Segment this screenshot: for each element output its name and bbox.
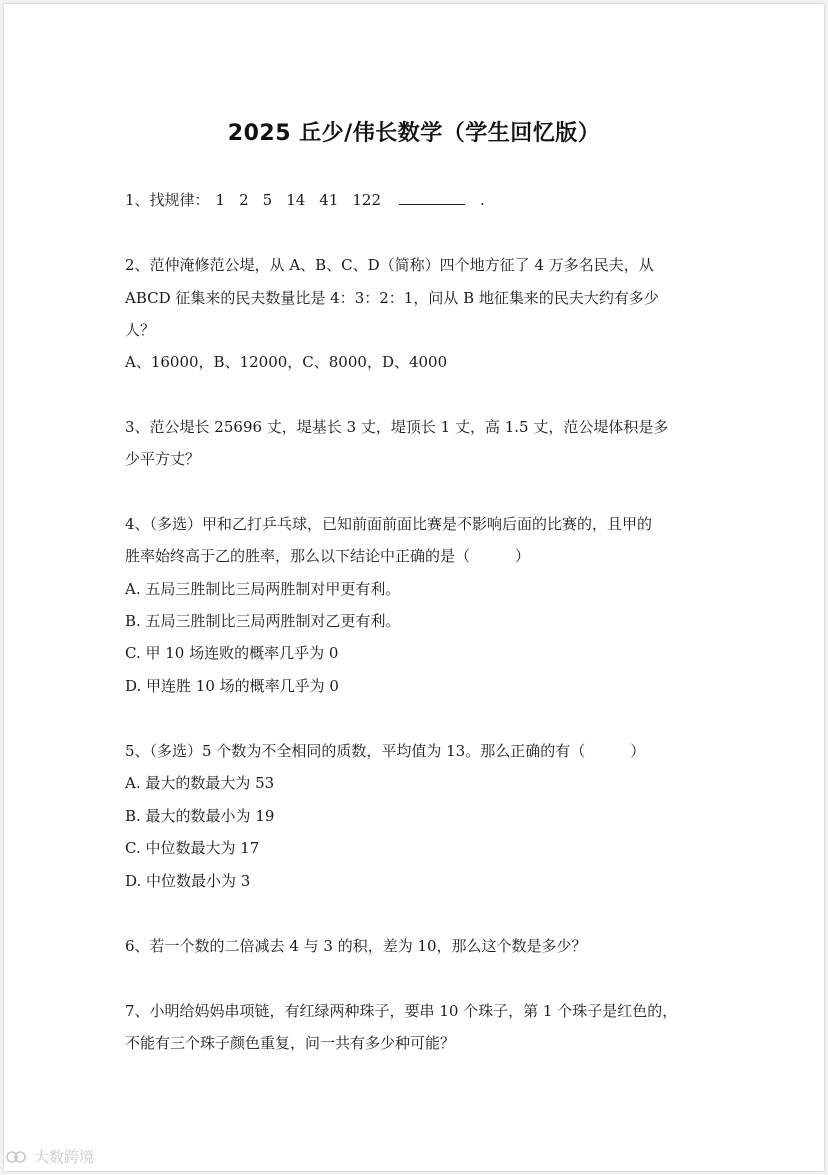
question-2-options: A、16000，B、12000，C、8000，D、4000: [125, 353, 448, 371]
question-2-line-2: ABCD 征集来的民夫数量比是 4：3：2：1，问从 B 地征集来的民夫大约有多少: [125, 289, 659, 307]
answer-blank: [399, 190, 465, 205]
question-7-line-1: 7、小明给妈妈串项链，有红绿两种珠子，要串 10 个珠子，第 1 个珠子是红色的，: [125, 1002, 678, 1020]
question-4-option-d: D. 甲连胜 10 场的概率几乎为 0: [125, 677, 339, 695]
question-5-option-c: C. 中位数最大为 17: [125, 839, 260, 857]
question-5-option-b: B. 最大的数最小为 19: [125, 807, 275, 825]
document-title: 2025 丘少/伟长数学（学生回忆版）: [227, 121, 601, 146]
sequence-term: 2: [239, 191, 249, 209]
question-4-option-c: C. 甲 10 场连败的概率几乎为 0: [125, 644, 339, 662]
question-4-line-2: 胜率始终高于乙的胜率，那么以下结论中正确的是（ ）: [125, 547, 531, 565]
watermark: [6, 1146, 94, 1167]
question-5-line-1: 5、（多选）5 个数为不全相同的质数，平均值为 13。那么正确的有（ ）: [125, 742, 646, 760]
question-4-option-a: A. 五局三胜制比三局两胜制对甲更有利。: [125, 580, 401, 598]
question-4-option-b: B. 五局三胜制比三局两胜制对乙更有利。: [125, 612, 401, 630]
watermark-text: 大数跨境: [34, 1148, 95, 1166]
question-2-line-3: 人？: [125, 321, 156, 339]
question-6-line-1: 6、若一个数的二倍减去 4 与 3 的积，差为 10，那么这个数是多少？: [125, 937, 587, 955]
question-5-option-d: D. 中位数最小为 3: [125, 872, 251, 890]
question-1-end: .: [480, 191, 485, 209]
sequence-term: 14: [286, 191, 306, 209]
sequence-term: 5: [262, 191, 273, 209]
question-3-line-2: 少平方丈？: [125, 450, 201, 468]
question-3-line-1: 3、范公堤长 25696 丈，堤基长 3 丈，堤顶长 1 丈，高 1.5 丈，范公堤体积是多: [125, 418, 669, 436]
question-7-line-2: 不能有三个珠子颜色重复，问一共有多少种可能？: [125, 1034, 456, 1052]
sequence-term: 1: [215, 191, 226, 209]
question-5-option-a: A. 最大的数最大为 53: [125, 774, 275, 792]
sequence-term: 122: [352, 191, 382, 209]
watermark-logo-icon: [6, 1148, 28, 1166]
question-4-line-1: 4、（多选）甲和乙打乒乓球，已知前面前面比赛是不影响后面的比赛的，且甲的: [125, 515, 653, 533]
question-1-prefix: 1、找规律：: [125, 191, 210, 209]
question-2-line-1: 2、范仲淹修范公堤，从 A、B、C、D（简称）四个地方征了 4 万多名民夫，从: [125, 256, 654, 274]
document-page: [4, 4, 824, 1171]
sequence-term: 41: [319, 191, 339, 209]
question-1: [125, 189, 499, 211]
